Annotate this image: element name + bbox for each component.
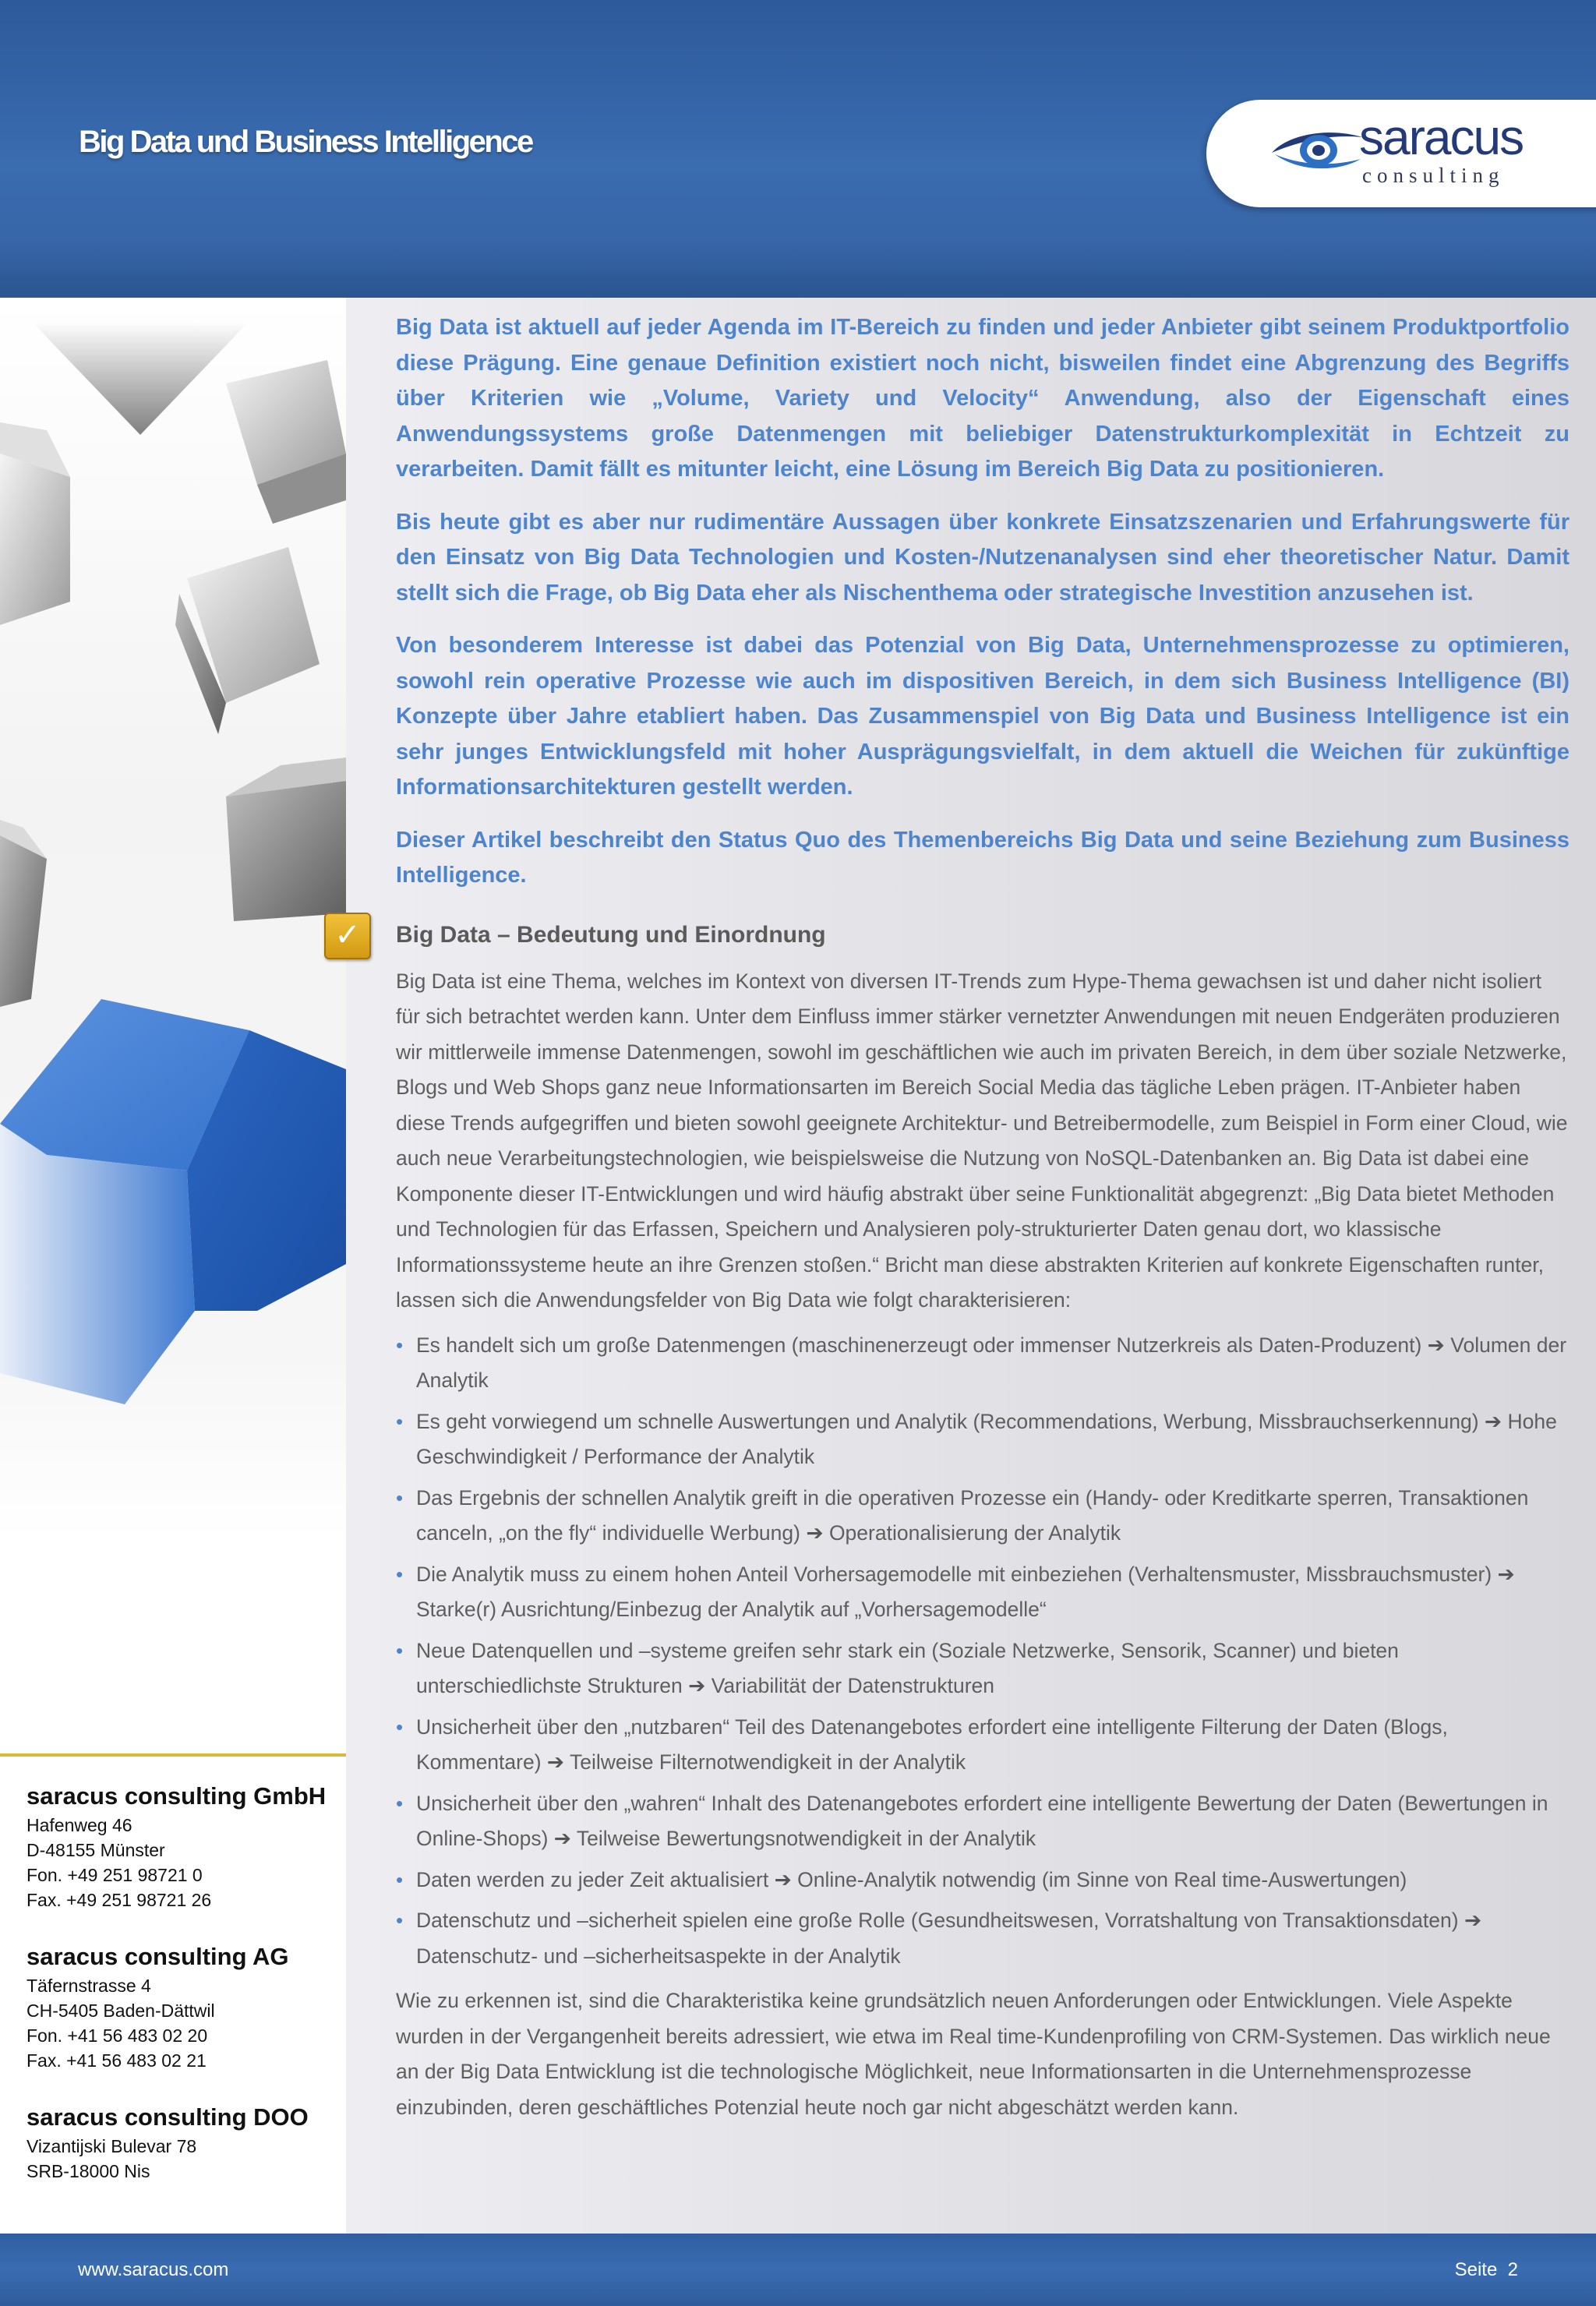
arrow-right-icon: ➔ <box>1497 1562 1515 1587</box>
list-item <box>396 1633 1570 1704</box>
list-item-result: Hohe Geschwindigkeit / Performance der Analytik <box>416 1409 1557 1468</box>
intro-section <box>396 310 1570 894</box>
address-fax: Fax. +49 251 98721 26 <box>26 1890 212 1910</box>
list-item-result: Variabilität der Datenstrukturen <box>711 1674 995 1697</box>
list-item <box>396 1786 1570 1857</box>
list-item-text: Unsicherheit über den „wahren“ Inhalt des Datenangebotes erfordert eine intelligente Bewertung der Daten (Bewertungen in Online-Shops) <box>416 1791 1548 1850</box>
bullet-icon: • <box>396 1333 404 1357</box>
list-item <box>396 1404 1570 1475</box>
conclusion-paragraph: Wie zu erkennen ist, sind die Charakteristika keine grundsätzlich neuen Anforderungen oder Entwicklungen. Viele Aspekte wurden in der Vergangenheit bereits adressiert, wie etwa im Real time-Kundenprofiling von CRM-Systemen. Das wirklich neue an der Big Data Entwicklung ist die technologische Möglichkeit, neue Informationsarten in die Unternehmensprozesse einzubinden, deren geschäftliches Potenzial heute noch gar nicht abgeschätzt werden kann. <box>396 1989 1551 2119</box>
list-item <box>396 1481 1570 1552</box>
address-line: CH-5405 Baden-Dättwil <box>26 2001 215 2021</box>
bullet-icon: • <box>396 1638 404 1662</box>
list-item-text: Neue Datenquellen und –systeme greifen sehr stark ein (Soziale Netzwerke, Sensorik, Scanner) und bieten unterschiedlichste Strukturen <box>416 1638 1399 1697</box>
gold-divider <box>0 1753 346 1757</box>
arrow-right-icon: ➔ <box>546 1750 565 1775</box>
arrow-right-icon: ➔ <box>553 1827 571 1851</box>
article-content <box>334 310 1570 2135</box>
logo-tagline: consulting <box>1362 164 1505 187</box>
arrow-right-icon: ➔ <box>806 1521 824 1545</box>
check-icon: ✓ <box>324 913 371 959</box>
address-ag <box>26 1941 338 2073</box>
page-title: Big Data und Business Intelligence <box>79 125 532 159</box>
list-item-text: Es geht vorwiegend um schnelle Auswertungen und Analytik (Recommendations, Werbung, Missbrauchserkennung) <box>416 1409 1479 1433</box>
intro-paragraph: Bis heute gibt es aber nur rudimentäre Aussagen über konkrete Einsatzszenarien und Erfahrungswerte für den Einsatz von Big Data Technologien und Kosten-/Nutzenanalysen sind eher theoretischer Natur. Damit stellt sich die Frage, ob Big Data eher als Nischenthema oder strategische Investition anzusehen ist. <box>396 509 1570 606</box>
address-company-name: saracus consulting AG <box>26 1943 289 1970</box>
address-phone: Fon. +41 56 483 02 20 <box>26 2025 208 2046</box>
section-paragraph: Big Data ist eine Thema, welches im Kontext von diversen IT-Trends zum Hype-Thema gewachsen ist und daher nicht isoliert für sich betrachtet werden kann. Unter dem Einfluss immer stärker vernetzter Anwendungen mit neuen Endgeräten produzieren wir mittlerweile immense Datenmengen, sowohl im geschäftlichen wie auch im privaten Bereich, in dem über soziale Netzwerke, Blogs und Web Shops ganz neue Informationsarten im Bereich Social Media das tägliche Leben prägen. IT-Anbieter haben diese Trends aufgegriffen und bieten sowohl geeignete Architektur- und Betreibermodelle, zum Beispiel in Form einer Cloud, wie auch neue Verarbeitungstechnologien, wie beispielsweise die Nutzung von NoSQL-Datenbanken an. Big Data ist dabei eine Komponente dieser IT-Entwicklungen und wird häufig abstrakt über seine Funktionalität abgegrenzt: „Big Data bietet Methoden und Technologien für das Erfassen, Speichern und Analysieren poly-strukturierter Daten genau dort, wo klassische Informationssysteme heute an ihre Grenzen stoßen.“ Bricht man diese abstrakten Kriterien auf konkrete Eigenschaften runter, lassen sich die Anwendungsfelder von Big Data wie folgt charakterisieren: <box>396 969 1568 1312</box>
cubes-illustration <box>0 298 346 1538</box>
list-item-text: Die Analytik muss zu einem hohen Anteil Vorhersagemodelle mit einbeziehen (Verhaltensmuster, Missbrauchsmuster) <box>416 1562 1492 1586</box>
section-heading <box>334 916 1570 953</box>
header-banner <box>0 0 1596 298</box>
list-item-result: Online-Analytik notwendig (im Sinne von Real time-Auswertungen) <box>797 1867 1407 1891</box>
list-item-text: Unsicherheit über den „nutzbaren“ Teil des Datenangebotes erfordert eine intelligente Filterung der Daten (Blogs, Kommentare) <box>416 1714 1448 1774</box>
list-item <box>396 1328 1570 1399</box>
website-link[interactable]: www.saracus.com <box>78 2259 229 2280</box>
arrow-right-icon: ➔ <box>1464 1909 1482 1933</box>
company-logo <box>1206 100 1596 207</box>
bullet-icon: • <box>396 1485 404 1510</box>
list-item-text: Das Ergebnis der schnellen Analytik greift in die operativen Prozesse ein (Handy- oder Kreditkarte sperren, Transaktionen canceln, „on the fly“ individuelle Werbung) <box>416 1485 1529 1545</box>
address-doo <box>26 2101 338 2184</box>
list-item-result: Teilweise Filternotwendigkeit in der Analytik <box>570 1750 966 1774</box>
bullet-icon: • <box>396 1562 404 1586</box>
logo-swoosh-icon <box>1270 126 1364 175</box>
list-item-result: Starke(r) Ausrichtung/Einbezug der Analytik auf „Vorhersagemodelle“ <box>416 1598 1047 1621</box>
address-fax: Fax. +41 56 483 02 21 <box>26 2050 207 2071</box>
intro-paragraph: Dieser Artikel beschreibt den Status Quo des Themenbereichs Big Data und seine Beziehung zum Business Intelligence. <box>396 827 1570 888</box>
arrow-right-icon: ➔ <box>688 1674 706 1698</box>
intro-paragraph: Big Data ist aktuell auf jeder Agenda im IT-Bereich zu finden und jeder Anbieter gibt seinem Produktportfolio diese Prägung. Eine genaue Definition existiert noch nicht, bisweilen findet eine Abgrenzung des Begriffs über Kriterien wie „Volume, Variety und Velocity“ Anwendung, also der Eigenschaft eines Anwendungssystems große Datenmengen mit beliebiger Datenstrukturkomplexität in Echtzeit zu verarbeiten. Damit fällt es mitunter leicht, eine Lösung im Bereich Big Data zu positionieren. <box>396 315 1570 482</box>
address-company-name: saracus consulting GmbH <box>26 1782 327 1810</box>
section-heading-text: Big Data – Bedeutung und Einordnung <box>396 921 826 948</box>
list-item-text: Es handelt sich um große Datenmengen (maschinenerzeugt oder immenser Nutzerkreis als Daten-Produzent) <box>416 1333 1422 1357</box>
bullet-icon: • <box>396 1791 404 1815</box>
list-item <box>396 1557 1570 1628</box>
arrow-right-icon: ➔ <box>1427 1333 1445 1358</box>
footer-bar <box>0 2234 1596 2306</box>
address-line: Vizantijski Bulevar 78 <box>26 2136 197 2156</box>
arrow-right-icon: ➔ <box>1484 1409 1502 1434</box>
page-label: Seite <box>1454 2259 1498 2280</box>
intro-paragraph: Von besonderem Interesse ist dabei das Potenzial von Big Data, Unternehmensprozesse zu optimieren, sowohl rein operative Prozesse wie auch im dispositiven Bereich, in dem sich Business Intelligence (BI) Konzepte über Jahre etabliert haben. Das Zusammenspiel von Big Data und Business Intelligence ist ein sehr junges Entwicklungsfeld mit hoher Ausprägungsvielfalt, in dem aktuell die Weichen für zukünftige Informationsarchitekturen gestellt werden. <box>396 633 1570 800</box>
bullet-icon: • <box>396 1409 404 1433</box>
address-company-name: saracus consulting DOO <box>26 2103 309 2131</box>
page-number: 2 <box>1507 2259 1518 2280</box>
list-item-result: Teilweise Bewertungsnotwendigkeit in der Analytik <box>576 1827 1036 1850</box>
list-item-result: Volumen der Analytik <box>416 1333 1567 1392</box>
list-item <box>396 1863 1570 1898</box>
bullet-icon: • <box>396 1714 404 1739</box>
logo-wordmark: saracus <box>1359 109 1524 165</box>
characteristics-list <box>396 1328 1570 1975</box>
address-line: SRB-18000 Nis <box>26 2161 150 2181</box>
list-item <box>396 1903 1570 1974</box>
address-line: Täfernstrasse 4 <box>26 1976 151 1996</box>
list-item <box>396 1710 1570 1781</box>
list-item-result: Datenschutz- und –sicherheitsaspekte in der Analytik <box>416 1944 901 1968</box>
bullet-icon: • <box>396 1909 404 1932</box>
list-item-result: Operationalisierung der Analytik <box>828 1521 1121 1545</box>
address-line: D-48155 Münster <box>26 1840 165 1860</box>
bullet-icon: • <box>396 1867 404 1891</box>
list-item-text: Daten werden zu jeder Zeit aktualisiert <box>416 1867 769 1891</box>
address-line: Hafenweg 46 <box>26 1815 132 1835</box>
list-item-text: Datenschutz und –sicherheit spielen eine große Rolle (Gesundheitswesen, Vorratshaltung von Transaktionsdaten) <box>416 1909 1459 1932</box>
arrow-right-icon: ➔ <box>774 1867 792 1892</box>
address-phone: Fon. +49 251 98721 0 <box>26 1865 203 1885</box>
company-addresses <box>26 1780 338 2212</box>
page-indicator <box>1455 2234 1518 2306</box>
address-gmbh <box>26 1780 338 1912</box>
